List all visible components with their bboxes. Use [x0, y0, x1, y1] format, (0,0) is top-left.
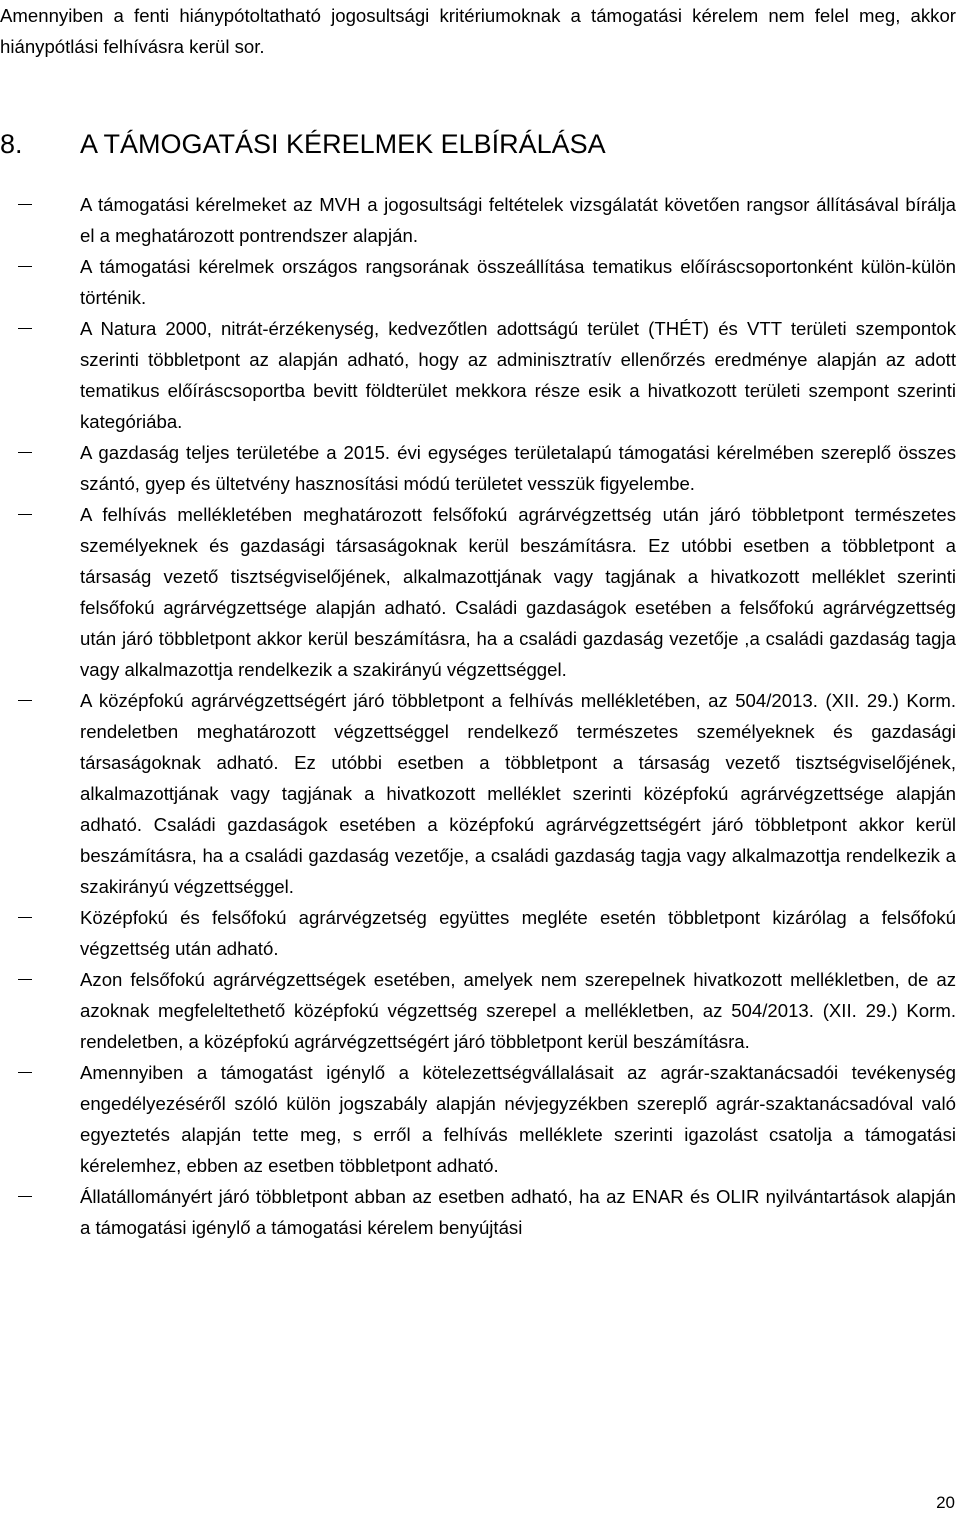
list-item-text: A támogatási kérelmek országos rangsorának összeállítása tematikus előíráscsoportonként külön-külön történik. [80, 256, 956, 308]
dash-bullet-icon [18, 1196, 32, 1197]
page-number: 20 [936, 1493, 955, 1512]
criteria-list [0, 189, 956, 1243]
list-item-text: A felhívás mellékletében meghatározott felsőfokú agrárvégzettség után járó többletpont természetes személyeknek és gazdasági társaságoknak kerül beszámításra. Ez utóbbi esetben a többletpont a társaság vezető tisztségviselőjének, alkalmazottjának vagy tagjának a hivatkozott melléklet szerinti felsőfokú agrárvégzettsége alapján adható. Családi gazdaságok esetében a felsőfokú agrárvégzettség után járó többletpont akkor kerül beszámításra, ha a családi gazdaság vezetője ,a családi gazdaság tagja vagy alkalmazottja rendelkezik a szakirányú végzettséggel. [80, 504, 956, 680]
dash-bullet-icon [18, 1072, 32, 1073]
dash-bullet-icon [18, 328, 32, 329]
dash-bullet-icon [18, 979, 32, 980]
list-item-text: Amennyiben a támogatást igénylő a kötelezettségvállalásait az agrár-szaktanácsadói tevékenység engedélyezéséről szóló külön jogszabály alapján névjegyzékben szereplő agrár-szaktanácsadóval való egyeztetés alapján tette meg, s erről a felhívás melléklete szerinti igazolást csatolja a támogatási kérelemhez, ebben az esetben többletpont adható. [80, 1062, 956, 1176]
list-item-text: Állatállományért járó többletpont abban az esetben adható, ha az ENAR és OLIR nyilvántartások alapján a támogatási igénylő a támogatási kérelem benyújtási [80, 1186, 956, 1238]
dash-bullet-icon [18, 204, 32, 205]
section-number: 8. [0, 129, 23, 159]
dash-bullet-icon [18, 452, 32, 453]
section-heading [0, 122, 956, 166]
list-item [0, 437, 956, 499]
list-item-text: A támogatási kérelmeket az MVH a jogosultsági feltételek vizsgálatát követően rangsor állításával bírálja el a meghatározott pontrendszer alapján. [80, 194, 956, 246]
list-item-text: Középfokú és felsőfokú agrárvégzetség együttes megléte esetén többletpont kizárólag a felsőfokú végzettség után adható. [80, 907, 956, 959]
list-item [0, 902, 956, 964]
list-item-text: Azon felsőfokú agrárvégzettségek esetében, amelyek nem szerepelnek hivatkozott mellékletben, de az azoknak megfeleltethető középfokú végzettség szerepel a mellékletben, az 504/2013. (XII. 29.) Korm. rendeletben, a középfokú agrárvégzettségért járó többletpont kerül beszámításra. [80, 969, 956, 1052]
dash-bullet-icon [18, 266, 32, 267]
list-item [0, 251, 956, 313]
list-item [0, 189, 956, 251]
list-item-text: A középfokú agrárvégzettségért járó többletpont a felhívás mellékletében, az 504/2013. (XII. 29.) Korm. rendeletben meghatározott végzettséggel rendelkező természetes személyeknek és gazdasági társaságoknak adható. Ez utóbbi esetben a többletpont a társaság vezető tisztségviselőjének, alkalmazottjának vagy tagjának a hivatkozott melléklet szerinti középfokú agrárvégzettsége alapján adható. Családi gazdaságok esetében a középfokú agrárvégzettségért járó többletpont akkor kerül beszámításra, ha a családi gazdaság vezetője, a családi gazdaság tagja vagy alkalmazottja rendelkezik a szakirányú végzettséggel. [80, 690, 956, 897]
dash-bullet-icon [18, 514, 32, 515]
list-item-text: A Natura 2000, nitrát-érzékenység, kedvezőtlen adottságú terület (THÉT) és VTT területi szempontok szerinti többletpont az alapján adható, hogy az adminisztratív ellenőrzés eredménye alapján az adott tematikus előíráscsoportba bevitt földterület mekkora része esik a hivatkozott területi szempont szerinti kategóriába. [80, 318, 956, 432]
intro-paragraph: Amennyiben a fenti hiánypótoltatható jogosultsági kritériumoknak a támogatási kérelem nem felel meg, akkor hiánypótlási felhívásra kerül sor. [0, 5, 956, 57]
list-item [0, 685, 956, 902]
list-item [0, 499, 956, 685]
dash-bullet-icon [18, 700, 32, 701]
list-item [0, 313, 956, 437]
list-item [0, 1181, 956, 1243]
list-item [0, 964, 956, 1057]
list-item-text: A gazdaság teljes területébe a 2015. évi egységes területalapú támogatási kérelmében szereplő összes szántó, gyep és ültetvény hasznosítási módú területet vesszük figyelembe. [80, 442, 956, 494]
dash-bullet-icon [18, 917, 32, 918]
list-item [0, 1057, 956, 1181]
section-title: A TÁMOGATÁSI KÉRELMEK ELBÍRÁLÁSA [80, 129, 606, 159]
